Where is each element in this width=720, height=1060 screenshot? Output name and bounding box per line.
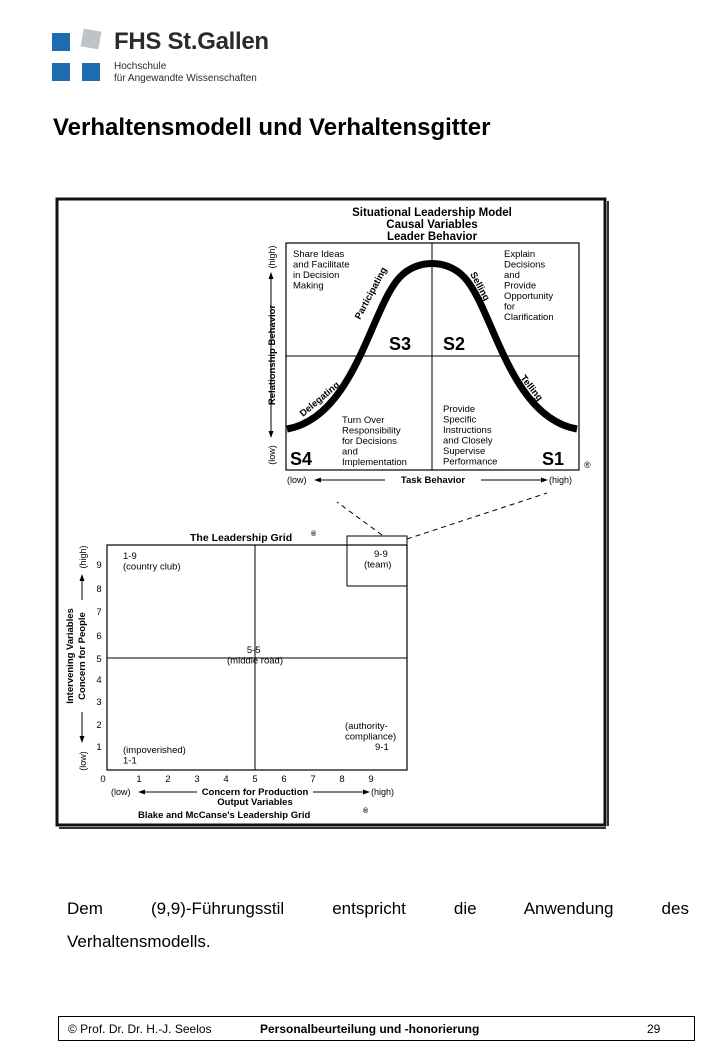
leadership-figure — [55, 195, 610, 832]
logo-square-blue-3 — [82, 63, 100, 81]
grid-x-tick-0: 0 — [100, 774, 106, 785]
grid-x-label-1: Concern for Production — [201, 787, 309, 798]
caption-line-2: Verhaltensmodells. — [67, 932, 211, 951]
logo-name: FHS St.Gallen — [114, 28, 269, 55]
logo-square-blue-2 — [52, 63, 70, 81]
sl-s1-text: Provide Specific Instructions and Closely Supervise Performance — [443, 404, 498, 468]
grid-x-tick-5: 5 — [252, 774, 258, 785]
grid-corner-tr: 9-9 (team) — [364, 549, 392, 571]
sl-x-label: Task Behavior — [400, 475, 466, 486]
grid-y-tick-5: 5 — [96, 654, 102, 665]
grid-y-high: (high) — [78, 545, 88, 569]
logo-subtitle-1: Hochschule — [114, 61, 167, 72]
sl-y-label: Relationship Behavior — [267, 304, 278, 406]
grid-title-mark: ® — [311, 531, 317, 538]
sl-registered: ® — [584, 460, 591, 470]
grid-x-tick-7: 7 — [310, 774, 316, 785]
footer-bar — [58, 1016, 695, 1041]
grid-y-tick-8: 8 — [96, 584, 102, 595]
grid-x-tick-8: 8 — [339, 774, 345, 785]
footer-page-number: 29 — [647, 1022, 661, 1036]
grid-x-label-2: Output Variables — [217, 797, 293, 808]
sl-s4-text: Turn Over Responsibility for Decisions and Implementation — [342, 415, 407, 468]
sl-x-high: (high) — [549, 475, 573, 485]
caption-word: entspricht — [332, 899, 406, 918]
grid-x-tick-9: 9 — [368, 774, 374, 785]
footer-author: © Prof. Dr. Dr. H.-J. Seelos — [68, 1022, 212, 1036]
sl-curve-delegating: Delegating — [297, 379, 343, 420]
logo-square-grey — [81, 29, 102, 50]
grid-x-low: (low) — [111, 787, 131, 797]
sl-label-s3: S3 — [389, 334, 412, 354]
grid-y-tick-6: 6 — [96, 631, 102, 642]
grid-x-tick-1: 1 — [136, 774, 142, 785]
grid-source-mark: ® — [363, 808, 369, 815]
sl-curve-telling: Telling — [517, 373, 545, 404]
sl-title-2: Causal Variables — [386, 219, 478, 231]
grid-y-tick-7: 7 — [96, 607, 102, 618]
grid-title: The Leadership Grid — [190, 532, 293, 544]
grid-y-tick-3: 3 — [96, 697, 102, 708]
sl-label-s4: S4 — [290, 449, 313, 469]
sl-s2-text: Explain Decisions and Provide Opportunity for Clarification — [504, 249, 554, 323]
grid-y-tick-9: 9 — [96, 560, 102, 571]
grid-y-tick-4: 4 — [96, 675, 102, 686]
grid-x-tick-2: 2 — [165, 774, 171, 785]
fhs-logo — [52, 28, 269, 84]
grid-corner-br: (authority- compliance) 9-1 — [345, 721, 397, 753]
logo-square-blue-1 — [52, 33, 70, 51]
logo-subtitle-2: für Angewandte Wissenschaften — [114, 73, 257, 84]
caption-word: (9,9)-Führungsstil — [150, 899, 285, 918]
grid-x-high: (high) — [371, 787, 395, 797]
grid-corner-tl: 1-9 (country club) — [123, 551, 181, 573]
grid-y-low: (low) — [78, 751, 88, 771]
caption-word: des — [661, 899, 689, 918]
grid-center: 5-5 (middle road) — [227, 645, 283, 667]
sl-s3-text: Share Ideas and Facilitate in Decision Making — [293, 249, 350, 292]
sl-x-low: (low) — [287, 475, 307, 485]
grid-y-tick-2: 2 — [96, 720, 102, 731]
grid-corner-bl: (impoverished) 1-1 — [123, 745, 186, 767]
sl-label-s1: S1 — [542, 449, 565, 469]
caption-word: Dem — [67, 899, 103, 918]
grid-y-tick-1: 1 — [96, 742, 102, 753]
sl-y-high: (high) — [267, 245, 277, 269]
footer-course: Personalbeurteilung und -honorierung — [260, 1022, 480, 1036]
grid-y-label-1: Intervening Variables — [65, 608, 76, 704]
sl-curve-selling: Selling — [467, 270, 492, 303]
grid-x-tick-6: 6 — [281, 774, 287, 785]
slide-title: Verhaltensmodell und Verhaltensgitter — [53, 114, 491, 141]
caption-word: Anwendung — [523, 899, 614, 918]
caption-line-1 — [67, 892, 689, 925]
grid-y-label-2: Concern for People — [77, 612, 88, 700]
caption — [67, 892, 689, 958]
grid-x-tick-4: 4 — [223, 774, 229, 785]
grid-x-tick-3: 3 — [194, 774, 200, 785]
grid-source: Blake and McCanse's Leadership Grid — [138, 810, 311, 821]
sl-curve-participating: Participating — [352, 265, 390, 322]
caption-word: die — [453, 899, 477, 918]
sl-label-s2: S2 — [443, 334, 466, 354]
sl-y-low: (low) — [267, 445, 277, 465]
sl-title-3: Leader Behavior — [386, 231, 478, 243]
sl-title-1: Situational Leadership Model — [352, 207, 512, 219]
